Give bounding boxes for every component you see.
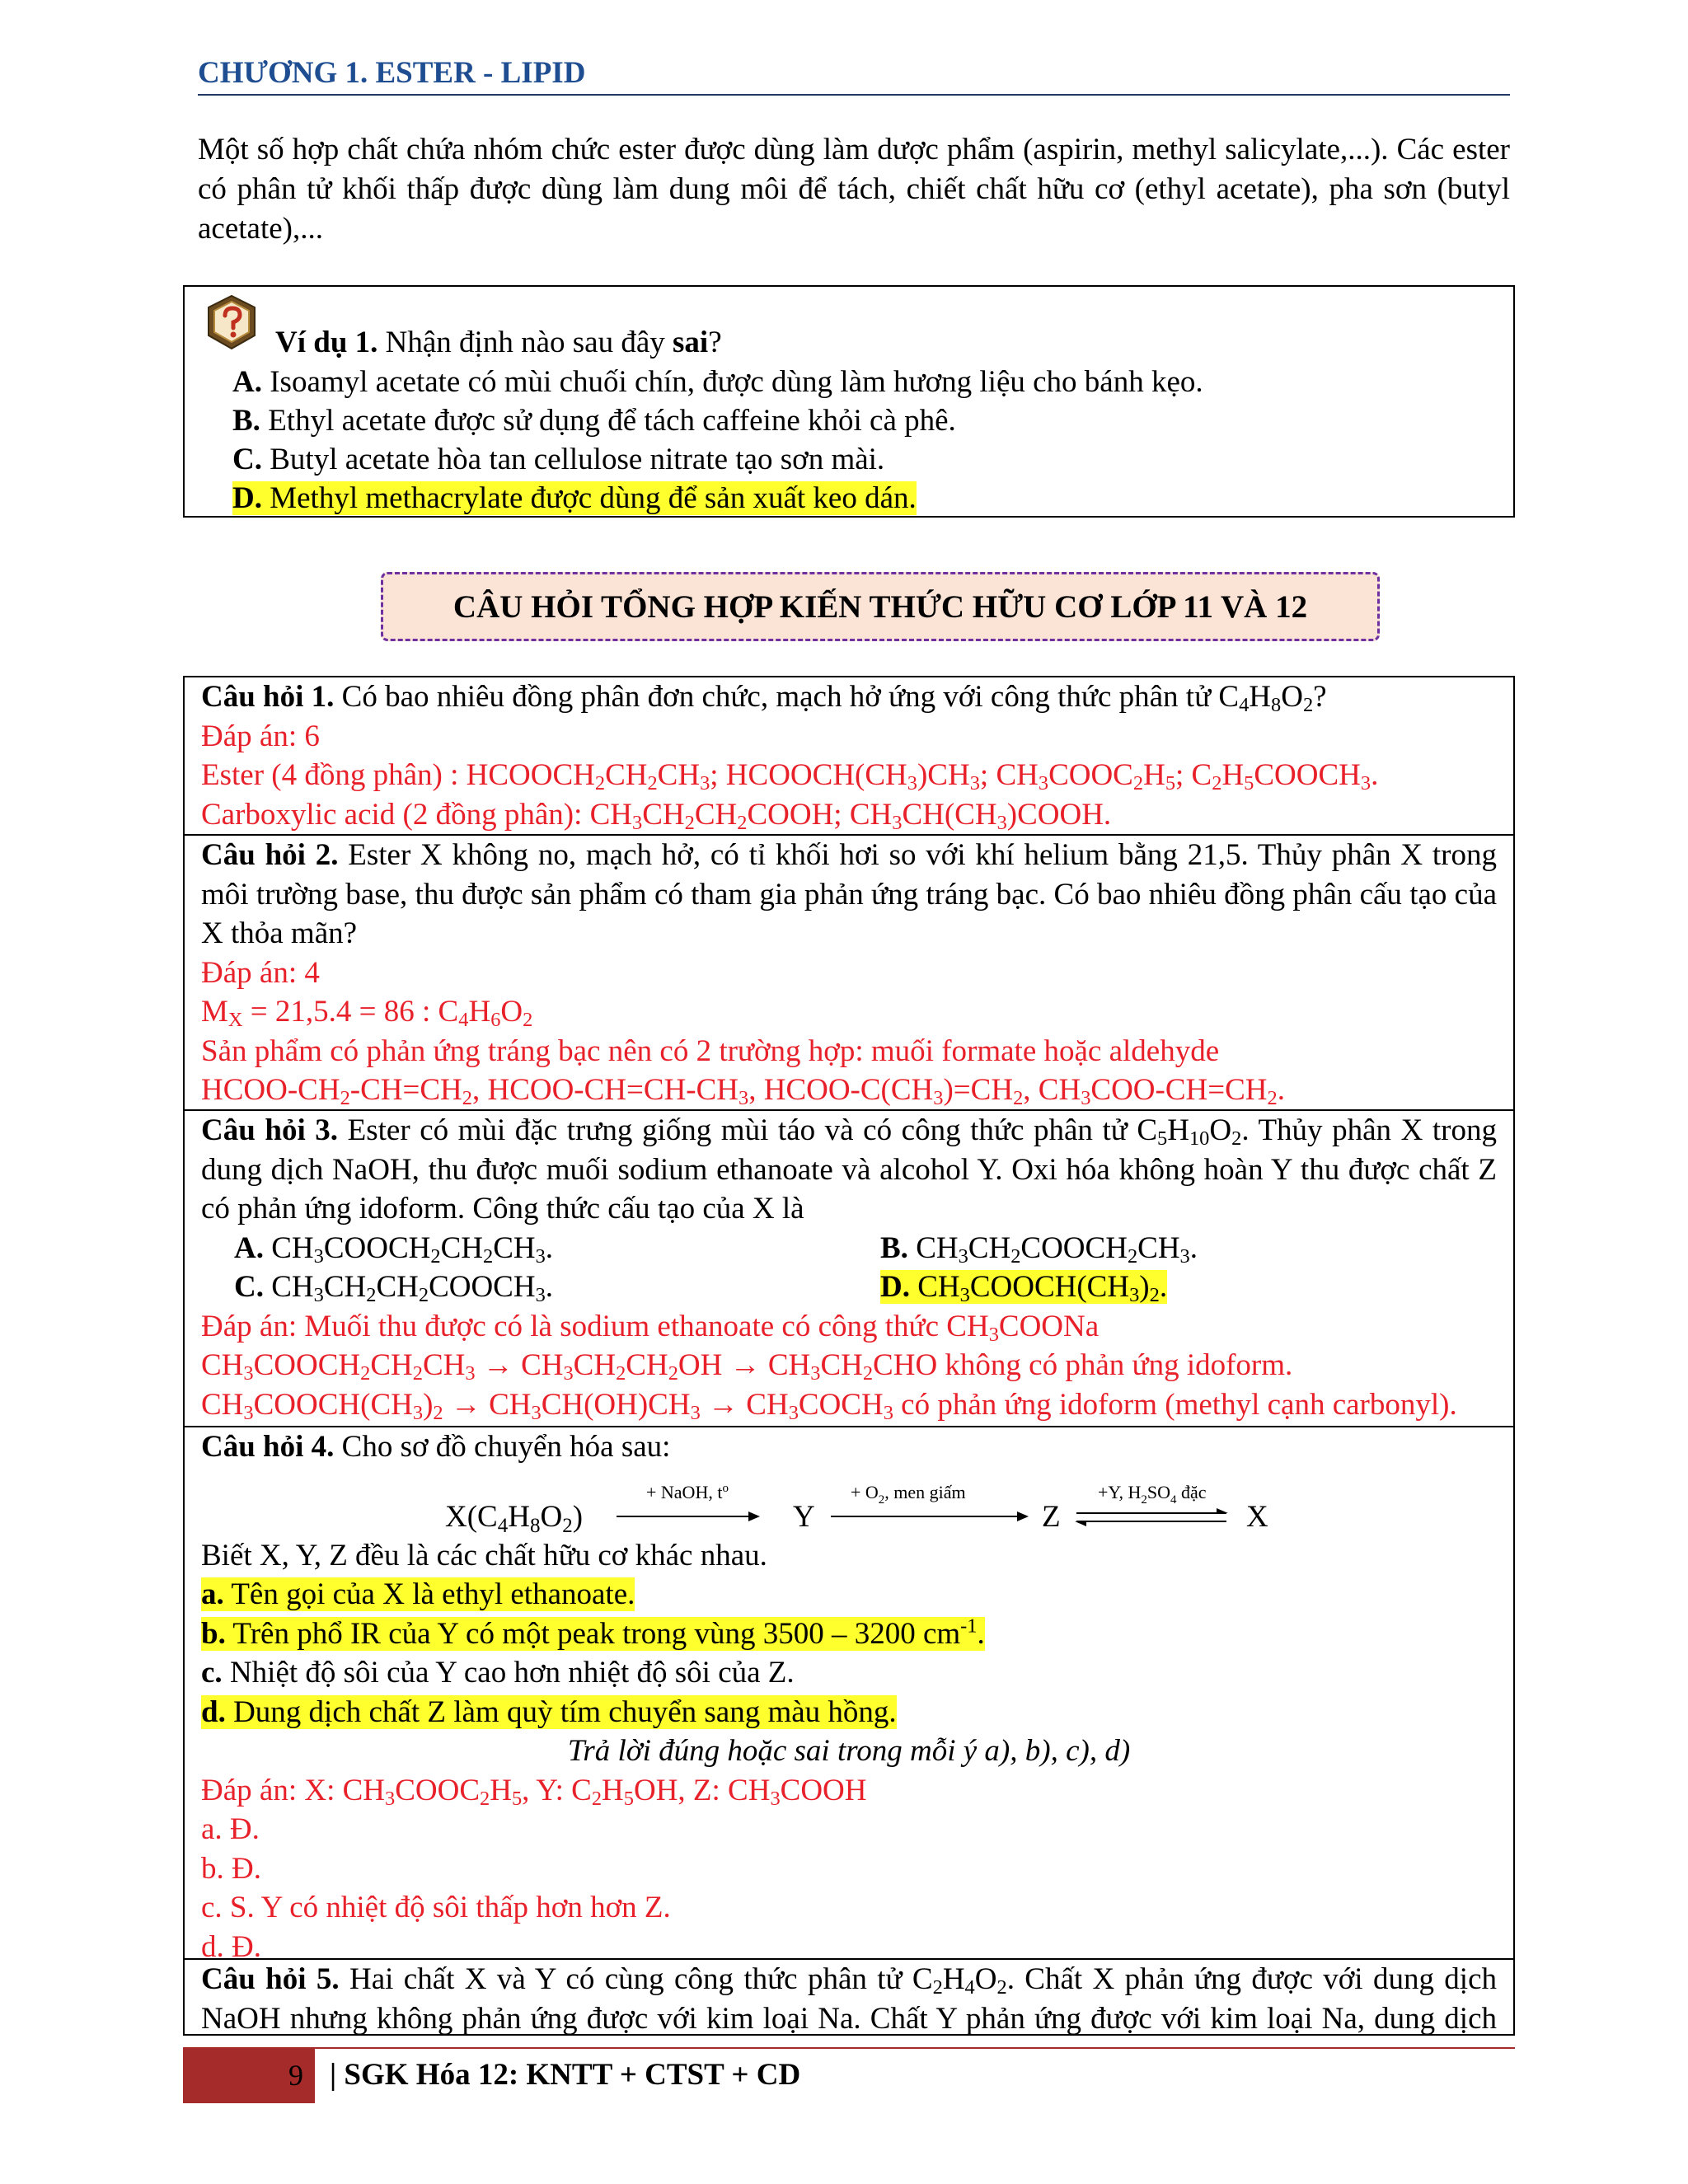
option-letter: C. <box>232 443 262 476</box>
question-3-line-2: dung dịch NaOH, thu được muối sodium ethanoate và alcohol Y. Oxi hóa không hoàn Y thu được chất Z <box>201 1152 1497 1187</box>
reaction-scheme <box>201 1467 1497 1536</box>
question-body: Hai chất X và Y có cùng công thức phân tử C <box>339 1962 933 1996</box>
qa-table <box>183 676 1515 2036</box>
question-body-end: . Thủy phân X trong <box>1241 1113 1497 1147</box>
example-question-end: ? <box>708 326 722 359</box>
question-4-cell <box>185 1426 1513 1964</box>
svg-text:X(C4H8O2): X(C4H8O2) <box>445 1499 584 1536</box>
path-1-note: không có phản ứng idoform. <box>937 1348 1293 1382</box>
example-option-c <box>232 440 884 479</box>
question-3-cell <box>185 1109 1513 1426</box>
question-1-text: Câu hỏi 1. Có bao nhiêu đồng phân đơn chức, mạch hở ứng với công thức phân tử $C_4H_8O_2$? <box>201 680 1327 717</box>
option-text: Butyl acetate hòa tan cellulose nitrate tạo sơn mài. <box>261 443 885 476</box>
option-text: Isoamyl acetate có mùi chuối chín, được dùng làm hương liệu cho bánh kẹo. <box>261 365 1203 399</box>
statement-text: Nhiệt độ sôi của Y cao hơn nhiệt độ sôi của Z. <box>222 1656 795 1690</box>
question-4-text <box>201 1427 1497 1467</box>
question-3-options-row-1 <box>201 1229 1497 1268</box>
calc-text: = 21,5.4 = 86 : C <box>250 995 459 1029</box>
question-5-line-2: NaOH nhưng không phản ứng được với kim loại Na. Chất Y phản ứng được với kim loại Na, dung dịch <box>201 2001 1497 2036</box>
question-3-line-1: Câu hỏi 3. Ester có mùi đặc trưng giống mùi táo và có công thức phân tử $C_5H_{10}O_2$. Thủy phân X trong <box>201 1113 1497 1151</box>
statement-text: Dung dịch chất Z làm quỳ tím chuyển sang màu hồng. <box>225 1694 897 1729</box>
question-4-statement-a: a. Tên gọi của X là ethyl ethanoate. <box>201 1577 635 1611</box>
question-label: Câu hỏi 4. <box>201 1430 335 1464</box>
question-4-statement-c: c. Nhiệt độ sôi của Y cao hơn nhiệt độ sôi của Z. <box>201 1656 795 1690</box>
question-2-isomers: HCOO-$CH_2-CH=CH_2$, HCOO-$CH=CH-CH_3$, HCOO-$C(CH_3)=CH_2$, $CH_3COO-CH=CH_2$. <box>201 1073 1285 1110</box>
question-body: Có bao nhiêu đồng phân đơn chức, mạch hở ứng với công thức phân tử C <box>334 680 1240 714</box>
chapter-title: CHƯƠNG 1. ESTER - LIPID <box>198 56 586 90</box>
question-4-instruction: Trả lời đúng hoặc sai trong mỗi ý a), b), c), d) <box>567 1734 1131 1768</box>
example-label: Ví dụ 1. <box>275 326 378 359</box>
question-1-cell <box>185 677 1513 834</box>
question-2-line-1 <box>201 836 1497 875</box>
option-text: Methyl methacrylate được dùng để sản xuất keo dán. <box>261 481 917 515</box>
question-3-option-a: A. $CH_3COOCH_2CH_2CH_3$. <box>234 1230 554 1268</box>
question-1-esters: Ester (4 đồng phân) : $HCOOCH_2CH_2CH_3$; $HCOOCH(CH_3)CH_3$; $CH_3COOC_2H_5$; $C_2H_5COOCH_3$. <box>201 758 1379 795</box>
question-label: Câu hỏi 1. <box>201 680 335 714</box>
svg-text:Y: Y <box>793 1499 815 1534</box>
question-4-statement-d: d. Dung dịch chất Z làm quỳ tím chuyển sang màu hồng. <box>201 1694 897 1729</box>
question-3-line-3: có phản ứng idoform. Công thức cấu tạo của X là <box>201 1192 804 1226</box>
option-letter: D. <box>232 481 262 515</box>
footer-text: | SGK Hóa 12: KNTT + CTST + CD <box>330 2058 801 2092</box>
example-box <box>183 285 1515 518</box>
option-letter: A. <box>232 365 262 399</box>
answer-text: Đáp án: X: CH <box>201 1773 385 1807</box>
page-number: 9 <box>288 2059 303 2092</box>
page-footer <box>183 2047 1515 2103</box>
question-3-option-b: B. $CH_3CH_2COOCH_2CH_3$. <box>880 1230 1198 1268</box>
option-letter: B. <box>232 404 260 438</box>
question-4-answer-a: a. Đ. <box>201 1812 260 1846</box>
question-2-line-3: X thỏa mãn? <box>201 916 358 950</box>
example-question-text: Nhận định nào sau đây <box>377 326 673 359</box>
reaction-scheme-diagram <box>201 1467 1500 1536</box>
question-2-cell <box>185 834 1513 1109</box>
ester-prefix: Ester (4 đồng phân) : HCOOCH <box>201 758 595 792</box>
question-4-given: Biết X, Y, Z đều là các chất hữu cơ khác nhau. <box>201 1538 767 1572</box>
section-banner <box>381 572 1380 641</box>
question-1-answer: Đáp án: 6 <box>201 719 320 753</box>
statement-text: Trên phổ IR của Y có một peak trong vùng 3500 – 3200 cm <box>225 1616 961 1651</box>
svg-text:+Y, H2SO4 đặc: +Y, $H_2SO_4$ đặc <box>1098 1481 1207 1507</box>
section-title: CÂU HỎI TỔNG HỢP KIẾN THỨC HỮU CƠ LỚP 11 VÀ 12 <box>452 588 1308 625</box>
question-3-option-c: C. $CH_3CH_2CH_2COOCH_3$. <box>234 1270 554 1307</box>
answer-text: Đáp án: Muối thu được có là sodium ethanoate có công thức CH <box>201 1309 989 1343</box>
svg-text:X: X <box>1246 1499 1268 1534</box>
question-3-options-row-2 <box>201 1268 1497 1307</box>
svg-text:Z: Z <box>1042 1499 1061 1534</box>
question-1-acids: Carboxylic acid (2 đồng phân): $CH_3CH_2CH_2COOH$; $CH_3CH(CH_3)COOH$. <box>201 797 1112 834</box>
question-body: Ester X không no, mạch hở, có tỉ khối hơi so với khí helium bằng 21,5. Thủy phân X trong <box>338 838 1497 872</box>
question-4-answer-c: c. S. Y có nhiệt độ sôi thấp hơn hơn Z. <box>201 1891 671 1924</box>
intro-paragraph: Một số hợp chất chứa nhóm chức ester được dùng làm dược phẩm (aspirin, methyl salicylate,...). Các ester có phân tử khối thấp được dùng làm dung môi để tách, chiết chất hữu cơ (ethyl acetate), pha sơn (butyl acetate),... <box>198 133 1510 246</box>
path-2-note: có phản ứng idoform (methyl cạnh carbonyl). <box>893 1387 1457 1422</box>
example-question <box>275 323 722 362</box>
question-2-note: Sản phẩm có phản ứng tráng bạc nên có 2 trường hợp: muối formate hoặc aldehyde <box>201 1033 1220 1068</box>
question-5-line-1: Câu hỏi 5. Hai chất X và Y có cùng công thức phân tử $C_2H_4O_2$. Chất X phản ứng được với dung dịch <box>201 1962 1498 1999</box>
question-3-option-d: D. $CH_3COOCH(CH_3)_2$. <box>880 1270 1168 1307</box>
question-3-path-1: $CH_3COOCH_2CH_2CH_3 \to CH_3CH_2CH_2OH \to CH_3CH_2CHO$ không có phản ứng idoform. <box>201 1348 1293 1385</box>
question-4-answer-b: b. Đ. <box>201 1851 261 1886</box>
question-label: Câu hỏi 2. <box>201 838 339 872</box>
example-question-key: sai <box>673 326 709 359</box>
example-option-d <box>232 479 917 518</box>
question-body: Ester có mùi đặc trưng giống mùi táo và có công thức phân tử C <box>338 1113 1158 1147</box>
chapter-header <box>198 54 1510 96</box>
question-2-answer: Đáp án: 4 <box>201 955 320 990</box>
question-2-calc: $M_X = 21,5.4 = 86$ : $C_4H_6O_2$ <box>201 995 533 1032</box>
question-3-path-2: $CH_3COOCH(CH_3)_2 \to CH_3CH(OH)CH_3$ → $CH_3COCH_3$ có phản ứng idoform (methyl cạnh carbonyl). <box>201 1387 1457 1424</box>
svg-text:+ O2, men giấm: + $O_2$, men giấm <box>851 1481 966 1507</box>
example-option-a <box>232 363 1203 401</box>
acid-prefix: Carboxylic acid (2 đồng phân): CH <box>201 797 633 832</box>
question-label: Câu hỏi 5. <box>201 1962 340 1996</box>
question-label: Câu hỏi 3. <box>201 1113 339 1147</box>
question-body-end: . Chất X phản ứng được với dung dịch <box>1006 1962 1498 1996</box>
option-text: Ethyl acetate được sử dụng để tách caffeine khỏi cà phê. <box>260 404 956 438</box>
question-4-answer: Đáp án: X: $CH_3COOC_2H_5$, Y: $C_2H_5OH$, Z: $CH_3COOH$ <box>201 1773 867 1810</box>
question-3-answer: Đáp án: Muối thu được có là sodium ethanoate có công thức $CH_3COONa$ <box>201 1309 1100 1346</box>
example-option-b <box>232 401 956 440</box>
question-icon <box>204 293 259 351</box>
statement-text: Tên gọi của X là ethyl ethanoate. <box>223 1577 635 1611</box>
question-5-cell <box>185 1958 1513 2037</box>
question-4-statement-b: b. Trên phổ IR của Y có một peak trong vùng 3500 – 3200 $cm^{-1}$. <box>201 1615 985 1651</box>
svg-text:+ NaOH, to: + NaOH, $t^o$ <box>646 1481 729 1502</box>
question-4-answer-d: d. Đ. <box>201 1929 261 1964</box>
question-2-line-2: môi trường base, thu được sản phẩm có tham gia phản ứng tráng bạc. Có bao nhiêu đồng phân cấu tạo của <box>201 877 1497 912</box>
question-body: Cho sơ đồ chuyển hóa sau: <box>334 1430 671 1464</box>
